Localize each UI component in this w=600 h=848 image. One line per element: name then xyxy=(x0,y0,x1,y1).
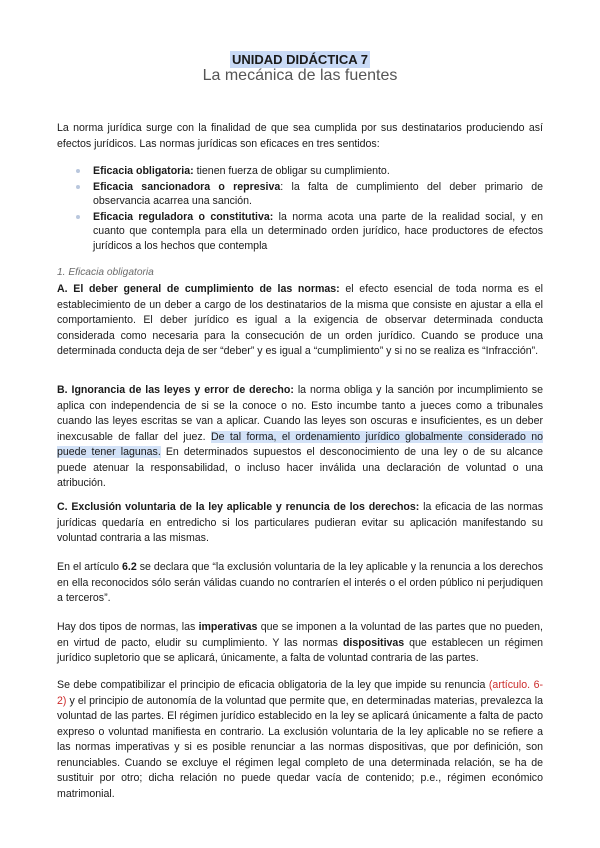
paragraph-final: Se debe compatibilizar el principio de eficacia obligatoria de la ley que impide su renuncia (artículo. 6-2) y el principio de autonomía de la voluntad que permite que, en determinadas materias, prevalezca la voluntad de las partes. El régimen jurídico establecido en la ley se aplicará únicamente a falta de pacto expreso o voluntad manifiesta en contrario. La exclusión voluntaria de la ley aplicable no se refiere a las normas imperativas y si es posible renunciar a las normas dispositivas, que por definición, son renunciables. Cuando se excluye el régimen legal completo de una determinada relación, se ha de sustituir por otro; dicha relación no puede quedar vacía de contenido; p.e., régimen económico matrimonial. xyxy=(57,679,544,800)
paragraph-article: En el artículo 6.2 se declara que “la exclusión voluntaria de la ley aplicable y la renuncia a los derechos en ella reconocidos sólo serán válidas cuando no contraríen el interés o el orden público ni perjudiquen a terceros”. xyxy=(57,561,543,604)
list-item: Eficacia reguladora o constitutiva: la norma acota una parte de la realidad social, y en cuanto que contempla para ella un determinado orden jurídico, hace productores de efectos jurídicos a los hechos que contempla xyxy=(57,210,543,254)
bullet-icon xyxy=(76,185,80,189)
section-heading: 1. Eficacia obligatoria xyxy=(57,267,154,278)
bullet-icon xyxy=(76,169,80,173)
efficacy-list xyxy=(57,164,543,254)
list-item: Eficacia sancionadora o represiva: la falta de cumplimiento del deber primario de observancia acarrea una sanción. xyxy=(57,180,543,209)
bullet-icon xyxy=(76,215,80,219)
highlighted-text: De tal forma, el ordenamiento jurídico globalmente considerado no puede tener lagunas. xyxy=(57,430,543,458)
paragraph-c: C. Exclusión voluntaria de la ley aplicable y renuncia de los derechos: la eficacia de las normas jurídicas quedaría en entredicho si los particulares pudieran evitar su aplicación manifestando su voluntad contraria a las mismas. xyxy=(57,501,543,544)
unit-subtitle: La mecánica de las fuentes xyxy=(202,67,398,84)
list-item: Eficacia obligatoria: tienen fuerza de obligar su cumplimiento. xyxy=(57,164,543,179)
paragraph-a: A. El deber general de cumplimiento de las normas: el efecto esencial de toda norma es el establecimiento de un deber a cargo de los destinatarios de la misma que consiste en ajustar a ella el comportamiento. El deber jurídico es igual a la exigencia de observar determinada conducta considerada como necesaria para la consecución de un orden jurídico. Cuando se produce una determinada conducta deja de ser “deber” y es igual a “cumplimiento” y si no se realiza es “Infracción”. xyxy=(57,283,543,357)
paragraph-b: B. Ignorancia de las leyes y error de derecho: la norma obliga y la sanción por incumplimiento se aplica con independencia de si se la conoce o no. Esto incumbe tanto a jueces como a tribunales cuando las leyes escritas se van a aplicar. Cuando las leyes son oscuras e insuficientes, es un deber inexcusable de fallar del juez. De tal forma, el ordenamiento jurídico globalmente considerado no puede tener lagunas. En determinados supuestos el desconocimiento de una ley o de su alcance puede atenuar la responsabilidad, o incluso hacer inválida una declaración de voluntad o una atribución. xyxy=(57,384,544,489)
intro-paragraph: La norma jurídica surge con la finalidad de que sea cumplida por sus destinatarios produciendo así efectos jurídicos. Las normas jurídicas son eficaces en tres sentidos: xyxy=(57,122,543,150)
article-reference: (artículo. 6-2) xyxy=(57,679,544,707)
paragraph-types: Hay dos tipos de normas, las imperativas que se imponen a la voluntad de las partes que no pueden, en virtud de pacto, eludir su cumplimiento. Y las normas dispositivas que establecen un régimen jurídico supletorio que se aplicará, únicamente, a falta de voluntad contraria de las partes. xyxy=(57,621,544,664)
unit-heading: UNIDAD DIDÁCTICA 7 xyxy=(231,52,369,67)
